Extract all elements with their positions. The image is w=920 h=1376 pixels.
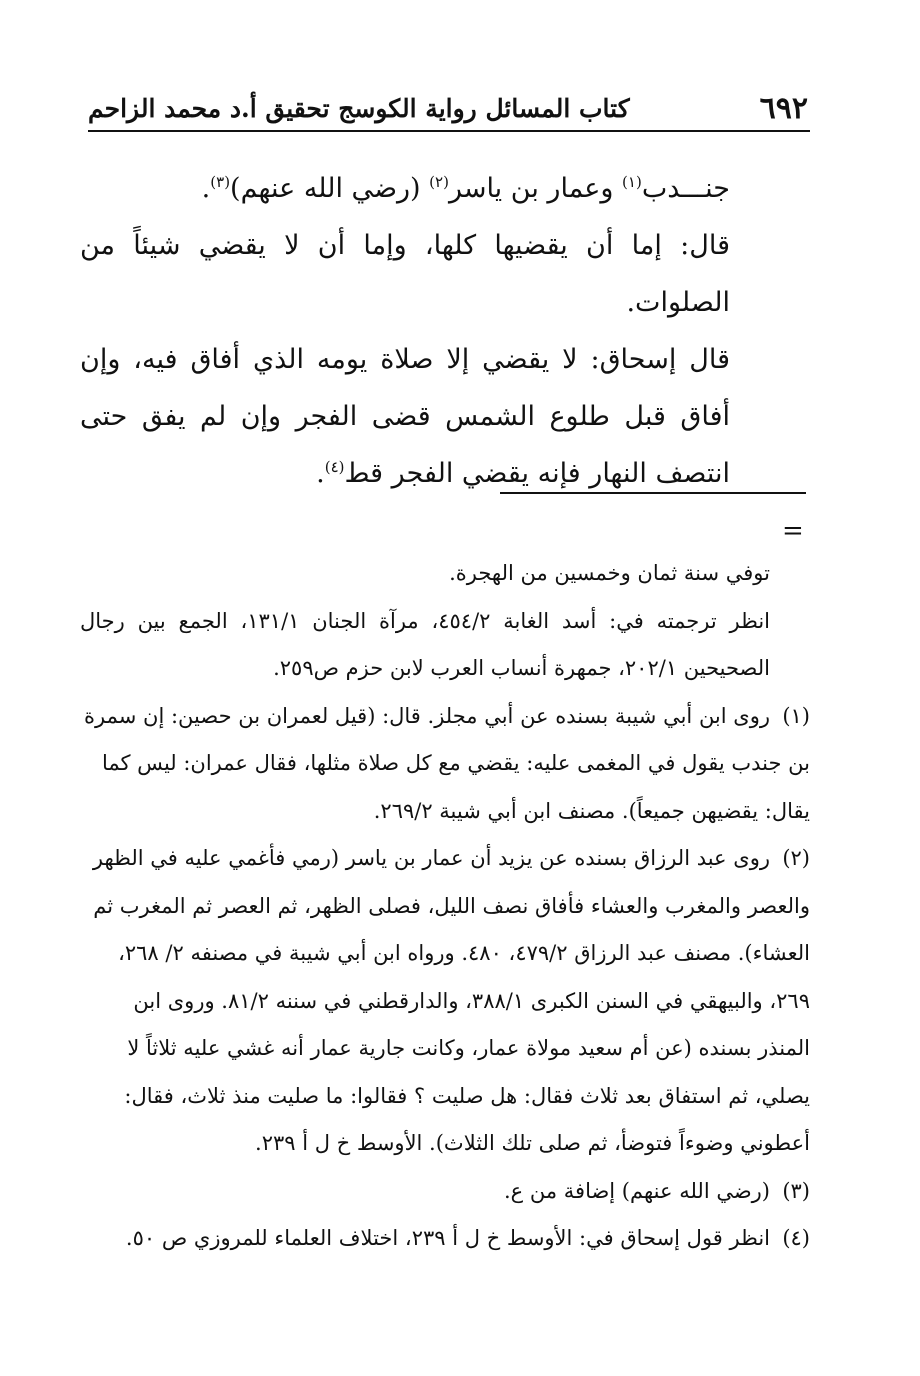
page-number: ٦٩٢ xyxy=(759,90,808,126)
footnote-separator xyxy=(500,492,806,494)
main-paragraph-2: قال: إما أن يقضيها كلها، وإما أن لا يقضي شيئاً من الصلوات. xyxy=(80,230,730,318)
footnote-ref-2: (٢) xyxy=(429,173,449,191)
page-header xyxy=(88,90,808,126)
main-line-1: جنـــدب$^{(١)}$ وعمار بن ياسر$^{(٢)}$ (رضي الله عنهم)$^{(٣)}$. xyxy=(201,173,730,204)
footnote-1-text: روى ابن أبي شيبة بسنده عن أبي مجلز. قال: (قيل لعمران بن حصين: إن سمرة بن جندب يقول في المغمى عليه: يقضي مع كل صلاة مثلها، فقال عمران: ليس كما يقال: يقضيهن جميعاً). مصنف ابن أبي شيبة ٢٦٩/٢. xyxy=(84,703,810,823)
footnote-2 xyxy=(80,835,810,1168)
footnote-4-mark: (٤) xyxy=(782,1226,810,1250)
footnote-ref-4: (٤) xyxy=(324,458,345,476)
footnote-3-mark: (٣) xyxy=(782,1178,810,1203)
footnote-1-mark: (١) xyxy=(782,703,810,728)
main-paragraph-3: قال إسحاق: لا يقضي إلا صلاة يومه الذي أفاق فيه، وإن أفاق قبل طلوع الشمس قضى الفجر وإن لم يفق حتى انتصف النهار فإنه يقضي الفجر قط$^{(٤)}$. xyxy=(80,344,730,489)
header-rule xyxy=(88,130,810,132)
footnotes xyxy=(80,550,810,1263)
footnote-continuation-2: انظر ترجمته في: أسد الغابة ٤٥٤/٢، مرآة الجنان ١٣١/١، الجمع بين رجال الصحيحين ٢٠٢/١، جمهرة أنساب العرب لابن حزم ص٢٥٩. xyxy=(80,608,771,680)
footnote-2-text: روى عبد الرزاق بسنده عن يزيد أن عمار بن ياسر (رمي فأغمي عليه في الظهر والعصر والمغرب والعشاء فأفاق نصف الليل، فصلى الظهر، ثم العصر ثم المغرب ثم العشاء). مصنف عبد الرزاق ٤٧٩/٢، ٤٨٠. ورواه ابن أبي شيبة في مصنفه ٢/ ٢٦٨، ٢٦٩، والبيهقي في السنن الكبرى ٣٨٨/١، والدارقطني في سننه ٨١/٢. وروى ابن المنذر بسنده (عن أم سعيد مولاة عمار، وكانت جارية عمار أنه غشي عليه ثلاثاً لا يصلي، ثم استفاق بعد ثلاث فقال: هل صليت ؟ فقالوا: ما صليت منذ ثلاث، فقال: أعطوني وضوءاً فتوضأ، ثم صلى تلك الثلاث). الأوسط خ ل أ ٢٣٩. xyxy=(92,846,810,1155)
footnote-ref-1: (١) xyxy=(622,173,642,191)
footnote-ref-3: (٣) xyxy=(210,173,231,191)
footnote-4-text: انظر قول إسحاق في: الأوسط خ ل أ ٢٣٩، اختلاف العلماء للمروزي ص ٥٠. xyxy=(125,1226,770,1250)
footnote-3-text: (رضي الله عنهم) إضافة من ع. xyxy=(503,1178,770,1203)
running-title: كتاب المسائل رواية الكوسج تحقيق أ.د محمد الزاحم xyxy=(88,93,630,123)
continuation-mark: = xyxy=(782,516,804,546)
footnote-4 xyxy=(80,1215,810,1263)
footnote-2-mark: (٢) xyxy=(782,846,810,870)
footnote-continuation-1: توفي سنة ثمان وخمسين من الهجرة. xyxy=(449,561,770,585)
footnote-3 xyxy=(80,1168,810,1216)
footnote-1 xyxy=(80,693,810,836)
main-text xyxy=(80,160,730,502)
